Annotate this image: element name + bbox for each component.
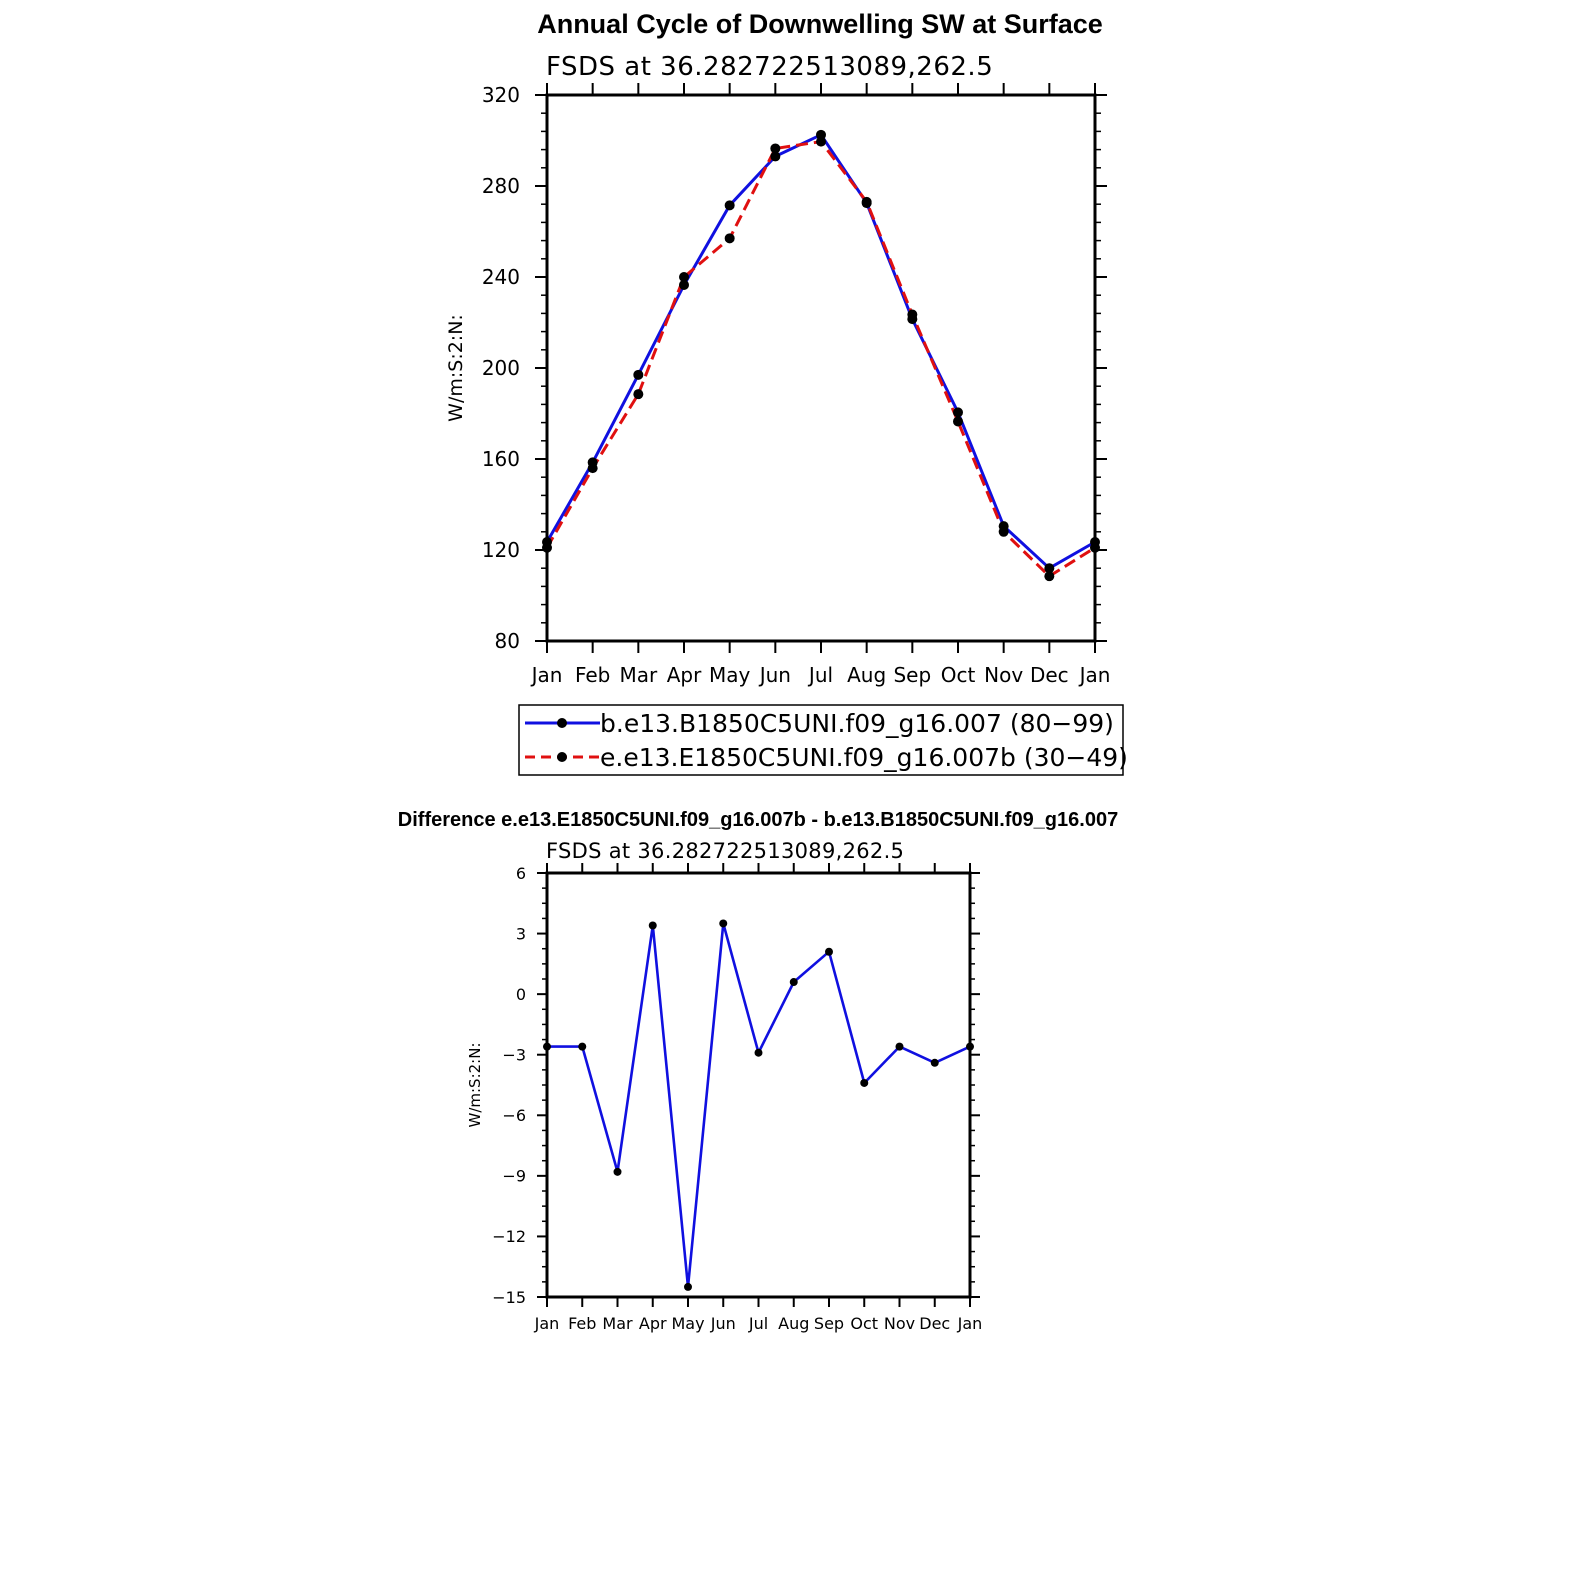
x-tick-label: Jul (808, 663, 834, 687)
x-tick-label: Mar (619, 663, 658, 687)
difference-chart (398, 809, 1118, 1333)
legend (519, 705, 1128, 775)
y-tick-label: −9 (502, 1166, 526, 1186)
x-tick-label: Jan (957, 1314, 983, 1333)
legend-entry-2 (525, 743, 1128, 772)
data-point (816, 137, 826, 147)
x-tick-label: Nov (984, 663, 1024, 687)
series-line-1 (547, 924, 970, 1287)
chart-series (542, 130, 1100, 581)
x-tick-label: Sep (893, 663, 932, 687)
y-tick-label: 280 (481, 174, 520, 199)
x-tick-label: Jul (748, 1314, 769, 1333)
chart-ticks (482, 83, 1111, 687)
data-point (719, 919, 727, 927)
x-tick-label: Jan (531, 663, 563, 687)
data-point (860, 1079, 868, 1087)
x-tick-label: Dec (919, 1314, 951, 1333)
data-point (725, 233, 735, 243)
y-tick-label: 320 (481, 83, 520, 108)
y-tick-label: −15 (492, 1287, 526, 1307)
y-tick-label: −6 (502, 1106, 526, 1126)
chart-subtitle: FSDS at 36.282722513089,262.5 (546, 52, 994, 82)
data-point (684, 1283, 692, 1291)
data-point (633, 370, 643, 380)
legend-label-2: e.e13.E1850C5UNI.f09_g16.007b (30−49) (600, 743, 1128, 772)
x-tick-label: Dec (1029, 663, 1069, 687)
y-axis-label: W/m:S:2:N: (466, 1042, 484, 1128)
chart-title: Difference e.e13.E1850C5UNI.f09_g16.007b - b.e13.B1850C5UNI.f09_g16.007 (397, 809, 1119, 831)
data-point (825, 948, 833, 956)
data-point (953, 416, 963, 426)
x-tick-label: Oct (940, 663, 976, 687)
data-point (862, 197, 872, 207)
y-tick-label: 6 (515, 863, 526, 883)
x-tick-label: Apr (638, 1314, 667, 1333)
y-tick-label: 240 (481, 265, 520, 290)
data-point (931, 1059, 939, 1067)
chart-title: Annual Cycle of Downwelling SW at Surface (537, 9, 1103, 39)
x-tick-label: Feb (574, 663, 611, 687)
chart-ticks (492, 863, 982, 1333)
x-tick-label: Oct (850, 1314, 879, 1333)
data-point (649, 921, 657, 929)
chart-subtitle: FSDS at 36.282722513089,262.5 (546, 839, 905, 863)
x-tick-label: Feb (568, 1314, 597, 1333)
x-tick-label: Aug (778, 1314, 810, 1333)
data-point (1044, 571, 1054, 581)
data-point (953, 407, 963, 417)
x-tick-label: Jan (534, 1314, 560, 1333)
x-tick-label: Apr (666, 663, 702, 687)
data-point (578, 1043, 586, 1051)
x-tick-label: Jun (710, 1314, 736, 1333)
plot-frame (547, 873, 970, 1297)
legend-marker-1 (557, 718, 567, 728)
legend-entry-1 (525, 709, 1114, 738)
legend-label-1: b.e13.B1850C5UNI.f09_g16.007 (80−99) (600, 709, 1114, 738)
x-tick-label: Jan (1079, 663, 1111, 687)
x-tick-label: Nov (883, 1314, 916, 1333)
data-point (999, 527, 1009, 537)
data-point (896, 1043, 904, 1051)
data-point (790, 978, 798, 986)
data-point (770, 143, 780, 153)
y-tick-label: 0 (515, 984, 526, 1004)
y-axis-label: W/m:S:2:N: (445, 314, 467, 422)
x-tick-label: May (671, 1314, 705, 1333)
y-tick-label: −3 (502, 1045, 526, 1065)
annual-cycle-chart (445, 9, 1128, 775)
plot-frame (547, 95, 1095, 641)
y-tick-label: 120 (481, 538, 520, 563)
series-line-2 (547, 142, 1095, 577)
chart-series (543, 919, 974, 1290)
x-tick-label: May (708, 663, 751, 687)
y-tick-label: 80 (494, 629, 520, 654)
x-tick-label: Mar (602, 1314, 633, 1333)
y-tick-label: 160 (481, 447, 520, 472)
data-point (725, 200, 735, 210)
data-point (633, 389, 643, 399)
y-tick-label: −12 (492, 1227, 526, 1247)
series-line-1 (547, 135, 1095, 568)
y-tick-label: 3 (515, 924, 526, 944)
data-point (755, 1049, 763, 1057)
y-tick-label: 200 (481, 356, 520, 381)
x-tick-label: Sep (813, 1314, 845, 1333)
data-point (614, 1168, 622, 1176)
legend-marker-2 (557, 752, 567, 762)
data-point (679, 272, 689, 282)
x-tick-label: Jun (759, 663, 791, 687)
data-point (907, 310, 917, 320)
data-point (588, 463, 598, 473)
x-tick-label: Aug (847, 663, 887, 687)
